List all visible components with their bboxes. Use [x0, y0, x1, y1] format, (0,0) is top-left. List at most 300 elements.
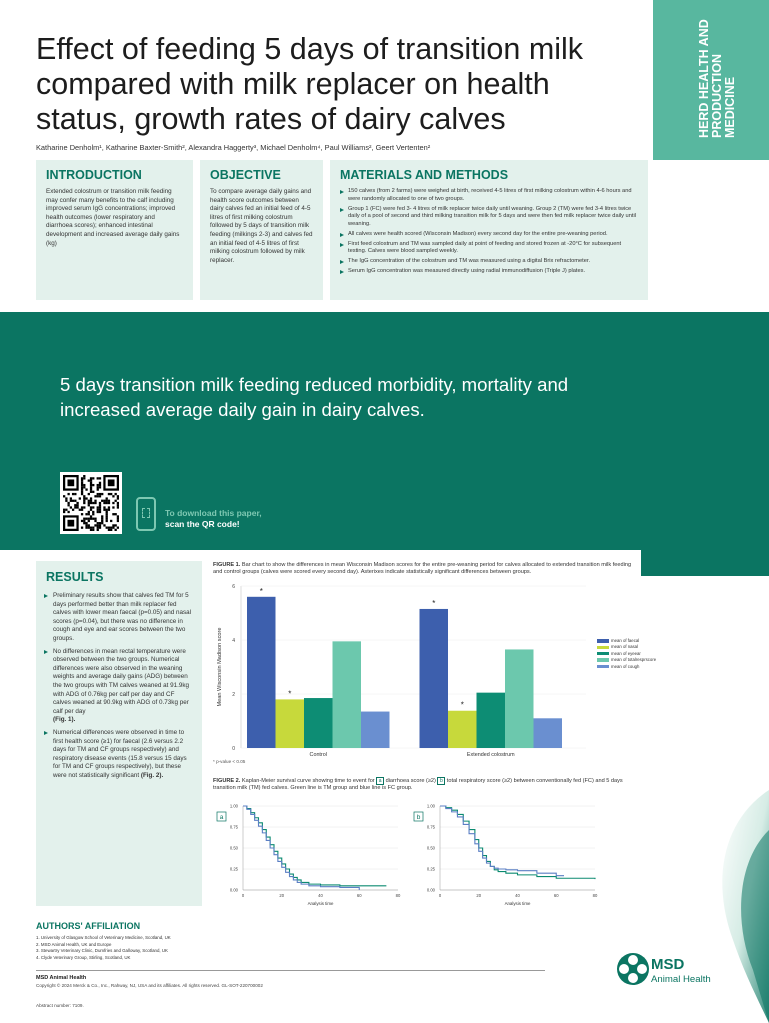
results-item-text: Numerical differences were observed in time to first health score (≥1) for faecal (2.6 versus 2.2 days for TM and CF groups respectively) and respiratory disease events (15.8 versus 15 days for TM and CF groups respectively), but these were not statistically significant — [53, 728, 187, 779]
bar — [505, 649, 534, 748]
qr-module — [112, 527, 114, 529]
qr-module — [108, 527, 110, 529]
qr-module — [99, 511, 101, 513]
qr-module — [90, 491, 92, 493]
qr-module — [90, 509, 92, 511]
x-tick-label: 80 — [592, 893, 598, 898]
figure1-caption-text: Bar chart to show the differences in mean Wisconsin Madison scores for the entire pre-weaning period for calves allocated to extended transition milk feeding and control groups (calves were scored every second day). Asterixes indicate statistically significant differences between groups. — [213, 562, 632, 576]
bar — [276, 699, 305, 748]
qr-module — [85, 513, 87, 515]
qr-module — [115, 493, 117, 495]
qr-module — [103, 502, 105, 504]
qr-module — [65, 509, 67, 511]
qr-module — [97, 527, 99, 529]
poster-title: Effect of feeding 5 days of transition milk compared with milk replacer on health status, growth rates of dairy calves — [36, 32, 584, 136]
qr-module — [90, 486, 92, 488]
bar-chart — [213, 580, 591, 758]
qr-module — [117, 497, 119, 499]
x-axis-label: Analysis time — [504, 901, 531, 906]
qr-module — [74, 493, 76, 495]
qr-module — [99, 486, 101, 488]
figure2-caption-text: total respiratory score (≥2) between conventionally fed (FC) and 5 days transition milk (TM) fed calves. Green line is TM group and blue line is FC group. — [213, 778, 623, 792]
qr-module — [97, 486, 99, 488]
qr-module — [108, 529, 110, 531]
qr-module — [103, 509, 105, 511]
qr-module — [99, 522, 101, 524]
qr-module — [88, 511, 90, 513]
qr-module — [88, 527, 90, 529]
qr-module — [67, 502, 69, 504]
qr-module — [106, 509, 108, 511]
qr-module — [76, 502, 78, 504]
qr-module — [81, 482, 83, 484]
qr-module — [90, 497, 92, 499]
panel-tag-label: b — [416, 814, 421, 821]
qr-module — [92, 502, 94, 504]
qr-module — [99, 502, 101, 504]
qr-module — [99, 495, 101, 497]
msd-logo-icon — [616, 952, 650, 986]
qr-finder — [108, 479, 115, 486]
figure1-caption — [213, 562, 641, 577]
qr-module — [97, 522, 99, 524]
qr-module — [97, 488, 99, 490]
methods-item: The IgG concentration of the colostrum and TM was measured using a digital Brix refractometer. — [340, 258, 638, 266]
qr-module — [99, 493, 101, 495]
qr-module — [110, 520, 112, 522]
x-category-label: Control — [309, 752, 327, 758]
qr-module — [67, 504, 69, 506]
affiliation-item: 2. MSD Animal Health, UK and Europe — [36, 941, 112, 947]
qr-module — [81, 491, 83, 493]
qr-module — [88, 479, 90, 481]
qr-module — [112, 513, 114, 515]
qr-module — [106, 515, 108, 517]
y-tick-label: 0.25 — [426, 866, 435, 872]
qr-module — [83, 522, 85, 524]
legend-label: mean of cough — [611, 663, 640, 669]
qr-module — [97, 511, 99, 513]
qr-module — [88, 500, 90, 502]
y-tick-label: 0.50 — [229, 845, 238, 851]
qr-module — [83, 475, 85, 477]
qr-finder — [67, 479, 74, 486]
qr-code-icon — [63, 475, 119, 531]
qr-module — [112, 495, 114, 497]
qr-module — [117, 495, 119, 497]
qr-module — [83, 506, 85, 508]
bar — [477, 693, 506, 748]
legend-swatch — [597, 665, 609, 669]
affiliations-heading: AUTHORS' AFFILIATION — [36, 921, 141, 931]
y-tick-label: 0.75 — [426, 824, 435, 830]
qr-module — [90, 506, 92, 508]
legend-label: mean of faecal — [611, 638, 640, 643]
results-item-text: Preliminary results show that calves fed TM for 5 days performed better than milk replacer fed calves with lower mean faecal (p=0.05) and nasal scores (p=0.04), but there was no difference in cough and eye and ear scores between the two groups. — [53, 592, 192, 642]
qr-module — [85, 488, 87, 490]
qr-module — [106, 497, 108, 499]
qr-module — [103, 500, 105, 502]
phone-icon — [136, 497, 156, 531]
legend-swatch — [597, 658, 609, 662]
panel-b-tag: b — [437, 777, 445, 785]
qr-module — [92, 529, 94, 531]
y-tick-label: 1.00 — [426, 803, 435, 809]
qr-module — [110, 529, 112, 531]
qr-module — [81, 486, 83, 488]
qr-module — [81, 509, 83, 511]
qr-module — [99, 506, 101, 508]
affiliation-item: 3. Stewartry Veterinary Clinic, Dumfries and Galloway, Scotland, UK — [36, 948, 168, 953]
legend-swatch — [597, 646, 609, 650]
significance-marker: * — [460, 700, 464, 710]
qr-module — [99, 504, 101, 506]
qr-module — [110, 527, 112, 529]
panel-tag-label: a — [219, 814, 224, 821]
x-tick-label: 20 — [476, 893, 482, 898]
y-tick-label: 1.00 — [229, 803, 238, 809]
legend-label: mean of totalresprscore — [611, 657, 657, 663]
msd-logo-subtitle: Animal Health — [651, 974, 711, 985]
qr-module — [97, 524, 99, 526]
qr-module — [90, 484, 92, 486]
qr-module — [101, 522, 103, 524]
qr-module — [85, 527, 87, 529]
qr-module — [70, 506, 72, 508]
bar-legend — [597, 638, 656, 670]
bar — [361, 712, 390, 748]
qr-module — [70, 497, 72, 499]
methods-panel — [330, 160, 648, 300]
x-tick-label: 60 — [553, 893, 559, 898]
download-line-1: To download this paper, — [165, 508, 262, 518]
qr-module — [92, 491, 94, 493]
qr-module — [63, 511, 65, 513]
qr-module — [108, 500, 110, 502]
results-item — [44, 729, 194, 781]
qr-module — [90, 500, 92, 502]
qr-module — [90, 482, 92, 484]
qr-module — [117, 520, 119, 522]
y-tick-label: 0.25 — [229, 866, 238, 872]
qr-module — [79, 509, 81, 511]
affiliations — [36, 921, 171, 961]
introduction-panel — [36, 160, 193, 300]
methods-item: All calves were health scored (Wisconsin Madison) every second day for the entire pre-weaning period. — [340, 231, 638, 239]
qr-module — [72, 509, 74, 511]
qr-module — [74, 506, 76, 508]
significance-marker: * — [432, 598, 436, 608]
qr-module — [97, 495, 99, 497]
qr-module — [99, 477, 101, 479]
qr-module — [83, 500, 85, 502]
qr-module — [106, 502, 108, 504]
qr-module — [81, 506, 83, 508]
qr-module — [81, 484, 83, 486]
qr-module — [72, 493, 74, 495]
legend-entry — [597, 664, 656, 670]
affiliation-item: 1. University of Glasgow School of Veterinary Medicine, Scotland, UK — [36, 935, 171, 940]
footer-divider — [36, 970, 545, 971]
qr-module — [81, 513, 83, 515]
qr-module — [88, 504, 90, 506]
results-list — [44, 592, 194, 780]
qr-module — [81, 477, 83, 479]
qr-module — [106, 527, 108, 529]
km-chart-a — [213, 800, 413, 915]
y-tick-label: 0.75 — [229, 824, 238, 830]
qr-module — [97, 493, 99, 495]
qr-module — [63, 509, 65, 511]
author-list: Katharine Denholm¹, Katharine Baxter-Smith², Alexandra Haggerty³, Michael Denholm⁴, Paul Williams², Geert Vertenten² — [36, 143, 431, 152]
qr-module — [76, 504, 78, 506]
qr-module — [74, 504, 76, 506]
qr-module — [97, 484, 99, 486]
footer-copyright: Copyright © 2024 Merck & Co., Inc., Rahway, NJ, USA and its affiliates. All rights reserved. GL-SOT-220700002 — [36, 983, 263, 988]
qr-module — [117, 502, 119, 504]
qr-module — [92, 477, 94, 479]
qr-module — [115, 513, 117, 515]
figure1-label: FIGURE 1. — [213, 562, 241, 568]
qr-module — [92, 506, 94, 508]
x-tick-label: 80 — [395, 893, 401, 898]
qr-module — [101, 515, 103, 517]
qr-module — [108, 502, 110, 504]
y-tick-label: 0.00 — [426, 887, 435, 893]
qr-module — [90, 488, 92, 490]
qr-module — [94, 520, 96, 522]
qr-module — [106, 518, 108, 520]
y-tick-label: 6 — [232, 583, 235, 590]
qr-module — [115, 500, 117, 502]
qr-module — [115, 529, 117, 531]
qr-module — [110, 493, 112, 495]
results-heading: RESULTS — [46, 570, 104, 584]
qr-module — [108, 509, 110, 511]
qr-module — [65, 500, 67, 502]
qr-module — [92, 513, 94, 515]
qr-module — [92, 518, 94, 520]
qr-module — [103, 524, 105, 526]
km-chart-b — [410, 800, 610, 915]
qr-module — [83, 495, 85, 497]
qr-module — [70, 500, 72, 502]
qr-module — [97, 477, 99, 479]
qr-module — [83, 520, 85, 522]
survival-curve — [440, 806, 564, 876]
abstract-number: Abstract number: 7109. — [36, 1003, 84, 1008]
pvalue-note: * p-value < 0.05 — [213, 759, 246, 764]
introduction-text: Extended colostrum or transition milk feeding may confer many benefits to the calf including improved serum IgG concentrations; improved health outcomes (lower respiratory and diarrhoea scores); enhanced intestinal development and increased average daily gains (kg) — [46, 188, 180, 247]
qr-module — [90, 502, 92, 504]
qr-module — [72, 500, 74, 502]
objective-heading: OBJECTIVE — [210, 168, 281, 182]
bar — [304, 698, 333, 748]
y-tick-label: 0.00 — [229, 887, 238, 893]
results-panel — [36, 561, 202, 906]
affiliation-item: 4. Clyde Veterinary Group, Stirling, Scotland, UK — [36, 954, 131, 960]
qr-module — [97, 529, 99, 531]
qr-module — [117, 527, 119, 529]
qr-module — [88, 520, 90, 522]
legend-label: mean of nasal — [611, 644, 638, 650]
qr-module — [85, 518, 87, 520]
qr-module — [97, 509, 99, 511]
footer-brand: MSD Animal Health — [36, 975, 87, 981]
objective-panel — [200, 160, 323, 300]
qr-module — [99, 509, 101, 511]
qr-module — [81, 493, 83, 495]
y-tick-label: 4 — [232, 637, 235, 644]
qr-module — [85, 497, 87, 499]
legend-swatch — [597, 652, 609, 656]
y-tick-label: 0.50 — [426, 845, 435, 851]
qr-module — [88, 502, 90, 504]
qr-module — [108, 506, 110, 508]
x-tick-label: 0 — [438, 893, 442, 898]
qr-module — [90, 529, 92, 531]
legend-swatch — [597, 639, 609, 643]
qr-module — [117, 506, 119, 508]
qr-module — [83, 502, 85, 504]
results-accent-tab — [641, 550, 769, 576]
qr-module — [117, 504, 119, 506]
bar — [333, 641, 362, 748]
significance-marker: * — [288, 689, 292, 699]
key-message: 5 days transition milk feeding reduced morbidity, mortality and increased average daily gain in dairy calves. — [60, 374, 569, 420]
qr-module — [90, 477, 92, 479]
x-tick-label: 20 — [279, 893, 285, 898]
qr-module — [92, 484, 94, 486]
methods-item: Serum IgG concentration was measured directly using radial immunodiffusion (Triple J) plates. — [340, 268, 638, 276]
msd-logo-name: MSD — [651, 956, 685, 973]
bar — [448, 711, 477, 748]
y-tick-label: 2 — [232, 691, 235, 698]
qr-module — [99, 484, 101, 486]
qr-module — [101, 500, 103, 502]
bar — [534, 718, 563, 748]
methods-list — [340, 188, 638, 276]
y-tick-label: 0 — [232, 745, 235, 752]
qr-finder — [67, 520, 74, 527]
qr-module — [81, 520, 83, 522]
affiliations-list — [36, 935, 171, 961]
results-item-text: No differences in mean rectal temperature were observed between the two groups. Numerical differences were also observed in the weaning weights and average daily gains (ADG) between the two groups with TM calves weaned at 91.9kg with ADG of 0.76kg per calf per day and CF calves weaned at 90.9kg with ADG of 0.73kg per calf per day — [53, 647, 190, 715]
qr-module — [106, 513, 108, 515]
qr-code[interactable] — [60, 472, 122, 534]
qr-module — [112, 502, 114, 504]
figure-reference: (Fig. 2). — [140, 771, 164, 779]
qr-module — [83, 486, 85, 488]
survival-curve — [243, 806, 386, 886]
x-tick-label: 0 — [241, 893, 245, 898]
qr-module — [65, 497, 67, 499]
x-axis-label: Analysis time — [307, 901, 334, 906]
qr-module — [90, 527, 92, 529]
methods-heading: MATERIALS AND METHODS — [340, 168, 509, 182]
results-item — [44, 592, 194, 644]
objective-text: To compare average daily gains and health score outcomes between dairy calves fed an initial feed of 4-5 litres of first milking colostrum followed by 5 days of transition milk feeding (milkings 2-3) and calves fed an initial feed of 4-5 litres of first milking colostrum followed by milk replacer. — [210, 188, 313, 264]
qr-module — [106, 520, 108, 522]
x-tick-label: 40 — [515, 893, 520, 898]
qr-module — [81, 488, 83, 490]
qr-module — [92, 511, 94, 513]
x-tick-label: 40 — [318, 893, 323, 898]
qr-module — [101, 520, 103, 522]
qr-module — [94, 500, 96, 502]
qr-module — [117, 515, 119, 517]
qr-module — [83, 518, 85, 520]
decorative-swirl — [703, 790, 769, 1023]
panel-a-tag: a — [376, 777, 384, 785]
qr-module — [99, 527, 101, 529]
download-line-2: scan the QR code! — [165, 519, 240, 529]
qr-module — [97, 506, 99, 508]
qr-module — [67, 493, 69, 495]
figure2-caption — [213, 777, 641, 793]
figure2-caption-text: diarrhoea score (≥2) — [384, 778, 438, 784]
qr-module — [103, 506, 105, 508]
qr-module — [101, 493, 103, 495]
qr-module — [94, 518, 96, 520]
qr-module — [94, 495, 96, 497]
qr-module — [81, 527, 83, 529]
qr-module — [83, 497, 85, 499]
qr-module — [112, 506, 114, 508]
figure2-caption-text: Kaplan-Meier survival curve showing time to event for — [240, 778, 377, 784]
qr-module — [94, 502, 96, 504]
legend-label: mean of eyeear — [611, 650, 641, 656]
qr-module — [88, 513, 90, 515]
qr-module — [85, 522, 87, 524]
qr-module — [88, 493, 90, 495]
qr-module — [108, 493, 110, 495]
methods-item: 150 calves (from 2 farms) were weighed at birth, received 4-5 litres of first milking colostrum within 4-6 hours and were randomly allocated to one of two groups. — [340, 188, 638, 203]
introduction-heading: INTRODUCTION — [46, 168, 142, 182]
qr-module — [92, 527, 94, 529]
download-prompt — [165, 508, 262, 530]
qr-module — [90, 518, 92, 520]
bar — [247, 597, 276, 748]
qr-module — [67, 511, 69, 513]
qr-module — [83, 477, 85, 479]
qr-module — [81, 479, 83, 481]
qr-module — [76, 506, 78, 508]
methods-item: Group 1 (FC) were fed 3- 4 litres of milk replacer twice daily until weaning. Group 2 (TM) were fed 3-4 litres twice daily of a pool of second and third milking transition milk for 5 days and were then fed milk replacer twice daily until weaning. — [340, 206, 638, 229]
qr-module — [63, 495, 65, 497]
qr-module — [90, 479, 92, 481]
qr-module — [117, 518, 119, 520]
qr-module — [94, 524, 96, 526]
section-tab-label: HERD HEALTH AND PRODUCTION MEDICINE — [697, 19, 737, 138]
qr-module — [106, 511, 108, 513]
qr-module — [115, 524, 117, 526]
significance-marker: * — [259, 586, 263, 596]
bar — [420, 609, 449, 748]
results-item — [44, 648, 194, 725]
qr-module — [88, 524, 90, 526]
x-category-label: Extended colostrum — [466, 752, 515, 758]
x-tick-label: 60 — [356, 893, 362, 898]
qr-module — [90, 515, 92, 517]
methods-item: First feed colostrum and TM was sampled daily at point of feeding and stored frozen at -20°C for subsequent testing. Calves were blood sampled weekly. — [340, 241, 638, 256]
qr-module — [106, 500, 108, 502]
y-axis-label: Mean Wisconsin Madison score — [217, 627, 223, 707]
qr-module — [85, 524, 87, 526]
figure-reference: (Fig. 1). — [53, 716, 76, 724]
qr-module — [112, 524, 114, 526]
qr-module — [101, 518, 103, 520]
